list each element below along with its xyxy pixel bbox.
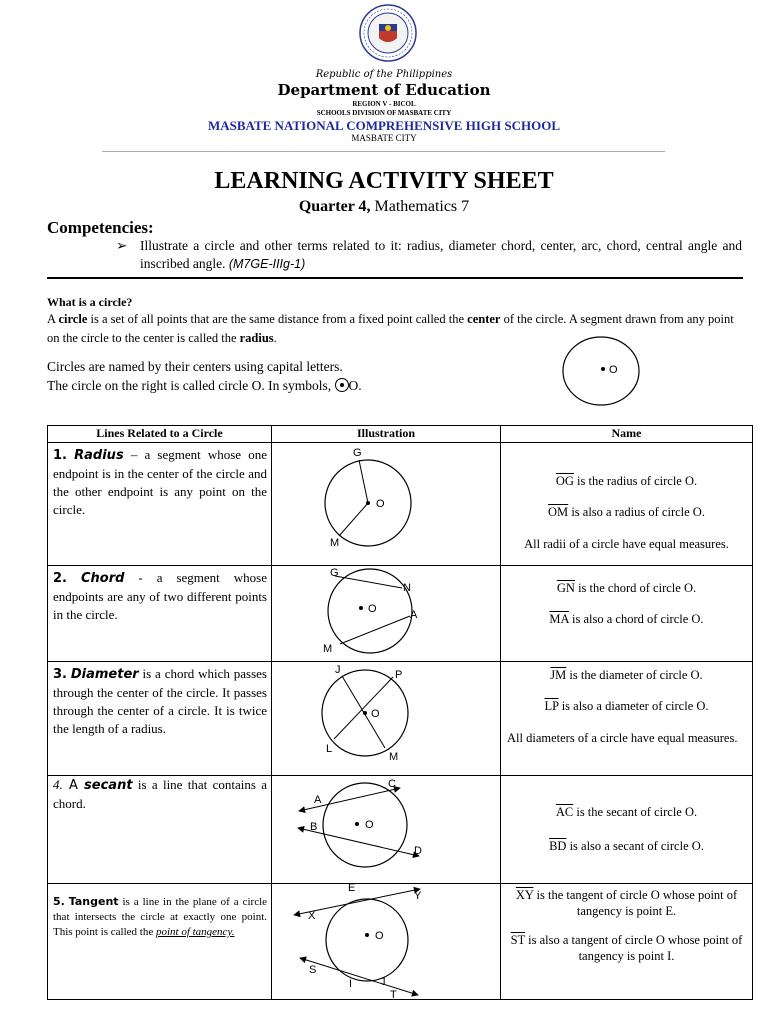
circle-naming-text: Circles are named by their centers using capital letters. The circle on the right is called circle O. In symbols, O.	[47, 359, 362, 393]
republic-text: Republic of the Philippines	[315, 69, 453, 80]
diameter-names: $\overline{JM}$ is the diameter of circle O. $\overline{LP}$ is also a diameter of circle O. All diameters of a circle have equal measures.	[501, 662, 753, 776]
secant-definition: 4. A secant is a line that contains a chord.	[48, 776, 272, 884]
diameter-illustration	[272, 662, 501, 776]
competencies-label: Competencies:	[47, 218, 154, 237]
svg-text:S: S	[309, 964, 317, 976]
svg-text:L: L	[326, 743, 333, 755]
department-text: Department of Education	[277, 81, 491, 99]
quarter-line: Quarter 4, Mathematics 7	[298, 198, 470, 215]
section-divider	[47, 277, 743, 279]
secant-names: $\overline{AC}$ is the secant of circle O. $\overline{BD}$ is also a secant of circle O.	[501, 776, 753, 884]
svg-text:O: O	[609, 364, 618, 376]
svg-text:O: O	[376, 498, 385, 510]
svg-text:G: G	[353, 447, 362, 459]
circle-symbol-icon	[335, 378, 349, 392]
radius-definition: 1. Radius – a segment whose one endpoint is in the center of the circle and the other endpoint is any point on the circle.	[48, 443, 272, 566]
what-is-circle-heading: What is a circle?	[47, 295, 133, 309]
svg-text:N: N	[403, 582, 411, 594]
arrow-bullet-icon: ➢	[116, 238, 128, 253]
svg-text:B: B	[310, 821, 318, 833]
svg-text:O: O	[375, 930, 384, 942]
svg-text:Y: Y	[414, 890, 422, 902]
svg-text:G: G	[330, 567, 339, 579]
svg-text:M: M	[323, 643, 333, 655]
table-row	[48, 776, 753, 884]
radius-illustration	[272, 443, 501, 566]
tangent-names: $\overline{XY}$ is the tangent of circle O whose point of tangency is point E. $\overline{ST}$ is also a tangent of circle O whose point of tangency is point I.	[501, 884, 753, 1000]
chord-illustration	[272, 566, 501, 662]
circle-o-illustration	[560, 335, 642, 407]
svg-text:D: D	[414, 845, 422, 857]
svg-text:X: X	[308, 910, 316, 922]
region-text: REGION V - BICOL	[352, 100, 416, 108]
circle-definition: A circle is a set of all points that are the same distance from a fixed point called the center of the circle. A segment drawn from any point on the circle to the center is called the radius.	[47, 312, 734, 345]
svg-text:T: T	[390, 989, 397, 1001]
header-lines: Lines Related to a Circle	[48, 426, 272, 443]
svg-text:A: A	[410, 609, 418, 621]
diameter-definition: 3. Diameter is a chord which passes through the center of the circle. It passes through the center of a circle. It is twice the length of a radius.	[48, 662, 272, 776]
tangent-definition: 5. Tangent is a line in the plane of a circle that intersects the circle at exactly one point. This point is called the point of tangency.	[48, 884, 272, 1000]
svg-text:C: C	[388, 778, 396, 790]
header-divider	[102, 151, 665, 152]
svg-text:A: A	[314, 794, 322, 806]
circle-lines-table	[47, 425, 753, 1000]
city-text: MASBATE CITY	[351, 133, 417, 143]
table-row	[48, 566, 753, 662]
svg-text:J: J	[335, 664, 341, 676]
table-row	[48, 662, 753, 776]
radius-names: $\overline{OG}$ is the radius of circle O. $\overline{OM}$ is also a radius of circle O. All radii of a circle have equal measures.	[501, 443, 753, 566]
svg-text:O: O	[368, 603, 377, 615]
page-title: LEARNING ACTIVITY SHEET	[214, 168, 554, 194]
table-row	[48, 443, 753, 566]
chord-names: $\overline{GN}$ is the chord of circle O. $\overline{MA}$ is also a chord of circle O.	[501, 566, 753, 662]
secant-illustration	[272, 776, 501, 884]
division-text: SCHOOLS DIVISION OF MASBATE CITY	[316, 109, 452, 117]
svg-text:M: M	[330, 537, 340, 549]
svg-text:E: E	[348, 882, 356, 894]
competency-item: ➢ Illustrate a circle and other terms related to it: radius, diameter chord, center, arc, chord, central angle and inscribed angle. (M7GE-IIIg-1)	[116, 238, 742, 271]
school-name: MASBATE NATIONAL COMPREHENSIVE HIGH SCHOOL	[207, 118, 560, 133]
svg-text:M: M	[389, 751, 399, 763]
deped-seal-icon	[359, 4, 417, 62]
svg-text:P: P	[395, 669, 403, 681]
svg-text:I: I	[349, 978, 353, 990]
page-number: 1	[381, 974, 387, 988]
header-illustration: Illustration	[272, 426, 501, 443]
header-name: Name	[501, 426, 753, 443]
svg-text:O: O	[365, 819, 374, 831]
svg-text:O: O	[371, 708, 380, 720]
chord-definition: 2. Chord - a segment whose endpoints are any of two different points in the circle.	[48, 566, 272, 662]
